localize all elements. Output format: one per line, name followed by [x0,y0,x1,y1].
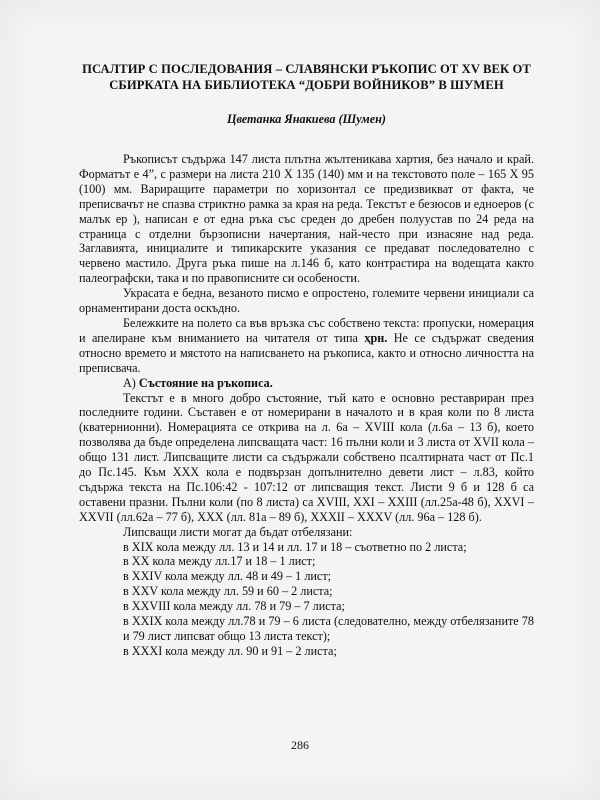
section-heading [79,376,534,391]
paragraph-manuscript-description: Ръкописът съдържа 147 листа плътна жълтеникава хартия, без начало и край. Форматът е 4”, с размери на листа 210 X 135 (140) мм и на текстовото поле – 165 X 95 (100) мм. Вариращите параметри по хоризонтал се предизвикват от факта, че преписвачът не спазва стриктно рамка за края на реда. Текстът е безюсов и едноеров (с малък ер ), написан е от една ръка със среден до дребен полуустав по 24 реда на страница с отделни бързописни начертания, най-често при изнасяне над реда. Заглавията, инициалите и типикарските указания се предават последователно с червено мастило. Друга ръка пише на л.146 б, като контрастира на водещата както палеографски, така и по правописните си особености. [79,152,534,286]
notes-marker: ҳрн. [364,330,388,345]
page-number: 286 [291,738,309,752]
article-title: ПСАЛТИР С ПОСЛЕДОВАНИЯ – СЛАВЯНСКИ РЪКОПИС ОТ XV ВЕК ОТ СБИРКАТА НА БИБЛИОТЕКА “ДОБРИ ВОЙНИКОВ” В ШУМЕН [82,62,531,92]
paragraph-margin-notes [79,316,534,376]
author-line: Цветанка Янакиева (Шумен) [227,112,386,126]
list-item: в XXV кола между лл. 59 и 60 – 2 листа; [123,584,333,599]
notes-text-after: Не се съдържат сведения относно времето и мястото на написването на ръкописа, както и относно личността на преписвача. [79,330,534,375]
missing-leaves-intro: Липсващи листи могат да бъдат отбелязани: [123,524,353,539]
paragraph-decoration: Украсата е бедна, везаното писмо е опростено, големите червени инициали са орнаментирани доста оскъдно. [79,286,534,316]
list-item: в XXIV кола между лл. 48 и 49 – 1 лист; [123,569,332,584]
list-item: в XIX кола между лл. 13 и 14 и лл. 17 и 18 – съответно по 2 листа; [123,539,467,554]
list-item: в XXVIII кола между лл. 78 и 79 – 7 листа; [123,599,345,614]
notes-text-before: Бележките на полето са във връзка със собствено текста: пропуски, номерация и апелиране към вниманието на читателя от типа [79,315,534,345]
list-item: в XXIX кола между лл.78 и 79 – 6 листа (следователно, между отбелязаните 78 и 79 лист липсват общо 13 листа текст); [123,614,534,643]
list-item: в XX кола между лл.17 и 18 – 1 лист; [123,554,316,569]
paragraph-condition: Текстът е в много добро състояние, тъй като е основно реставриран през последните години. Съставен е от номерирани в началото и в края коли по 8 листа (кватернионни). Номерацията се открива на л. 6а – XVIII кола (л.6а – 13 б), което позволява да бъде определена липсващата част: 16 пълни коли и 3 листа от XVII кола – общо 131 лист. Липсващите листи са съдържали собствено псалтирната част от Пс.1 до Пс.145. Към XXX кола е подвързан допълнително девети лист – л.83, който съдържа текста на Пс.106:42 - 107:12 от липсващия текст. Листи 9 б и 128 б са оставени празни. Пълни коли (по 8 листа) са XVIII, XXI – XXIII (лл.25а-48 б), XXVI – XXVII (лл.62а – 77 б), XXX (лл. 81а – 89 б), XXXII – XXXV (лл. 96а – 128 б). [79,390,534,524]
article-body [79,152,534,659]
list-item: в XXXI кола между лл. 90 и 91 – 2 листа; [123,643,337,658]
section-prefix: А) [123,375,139,390]
section-heading-text: Състояние на ръкописа. [138,375,273,390]
page-content [79,62,534,659]
missing-leaves-list [79,540,534,659]
